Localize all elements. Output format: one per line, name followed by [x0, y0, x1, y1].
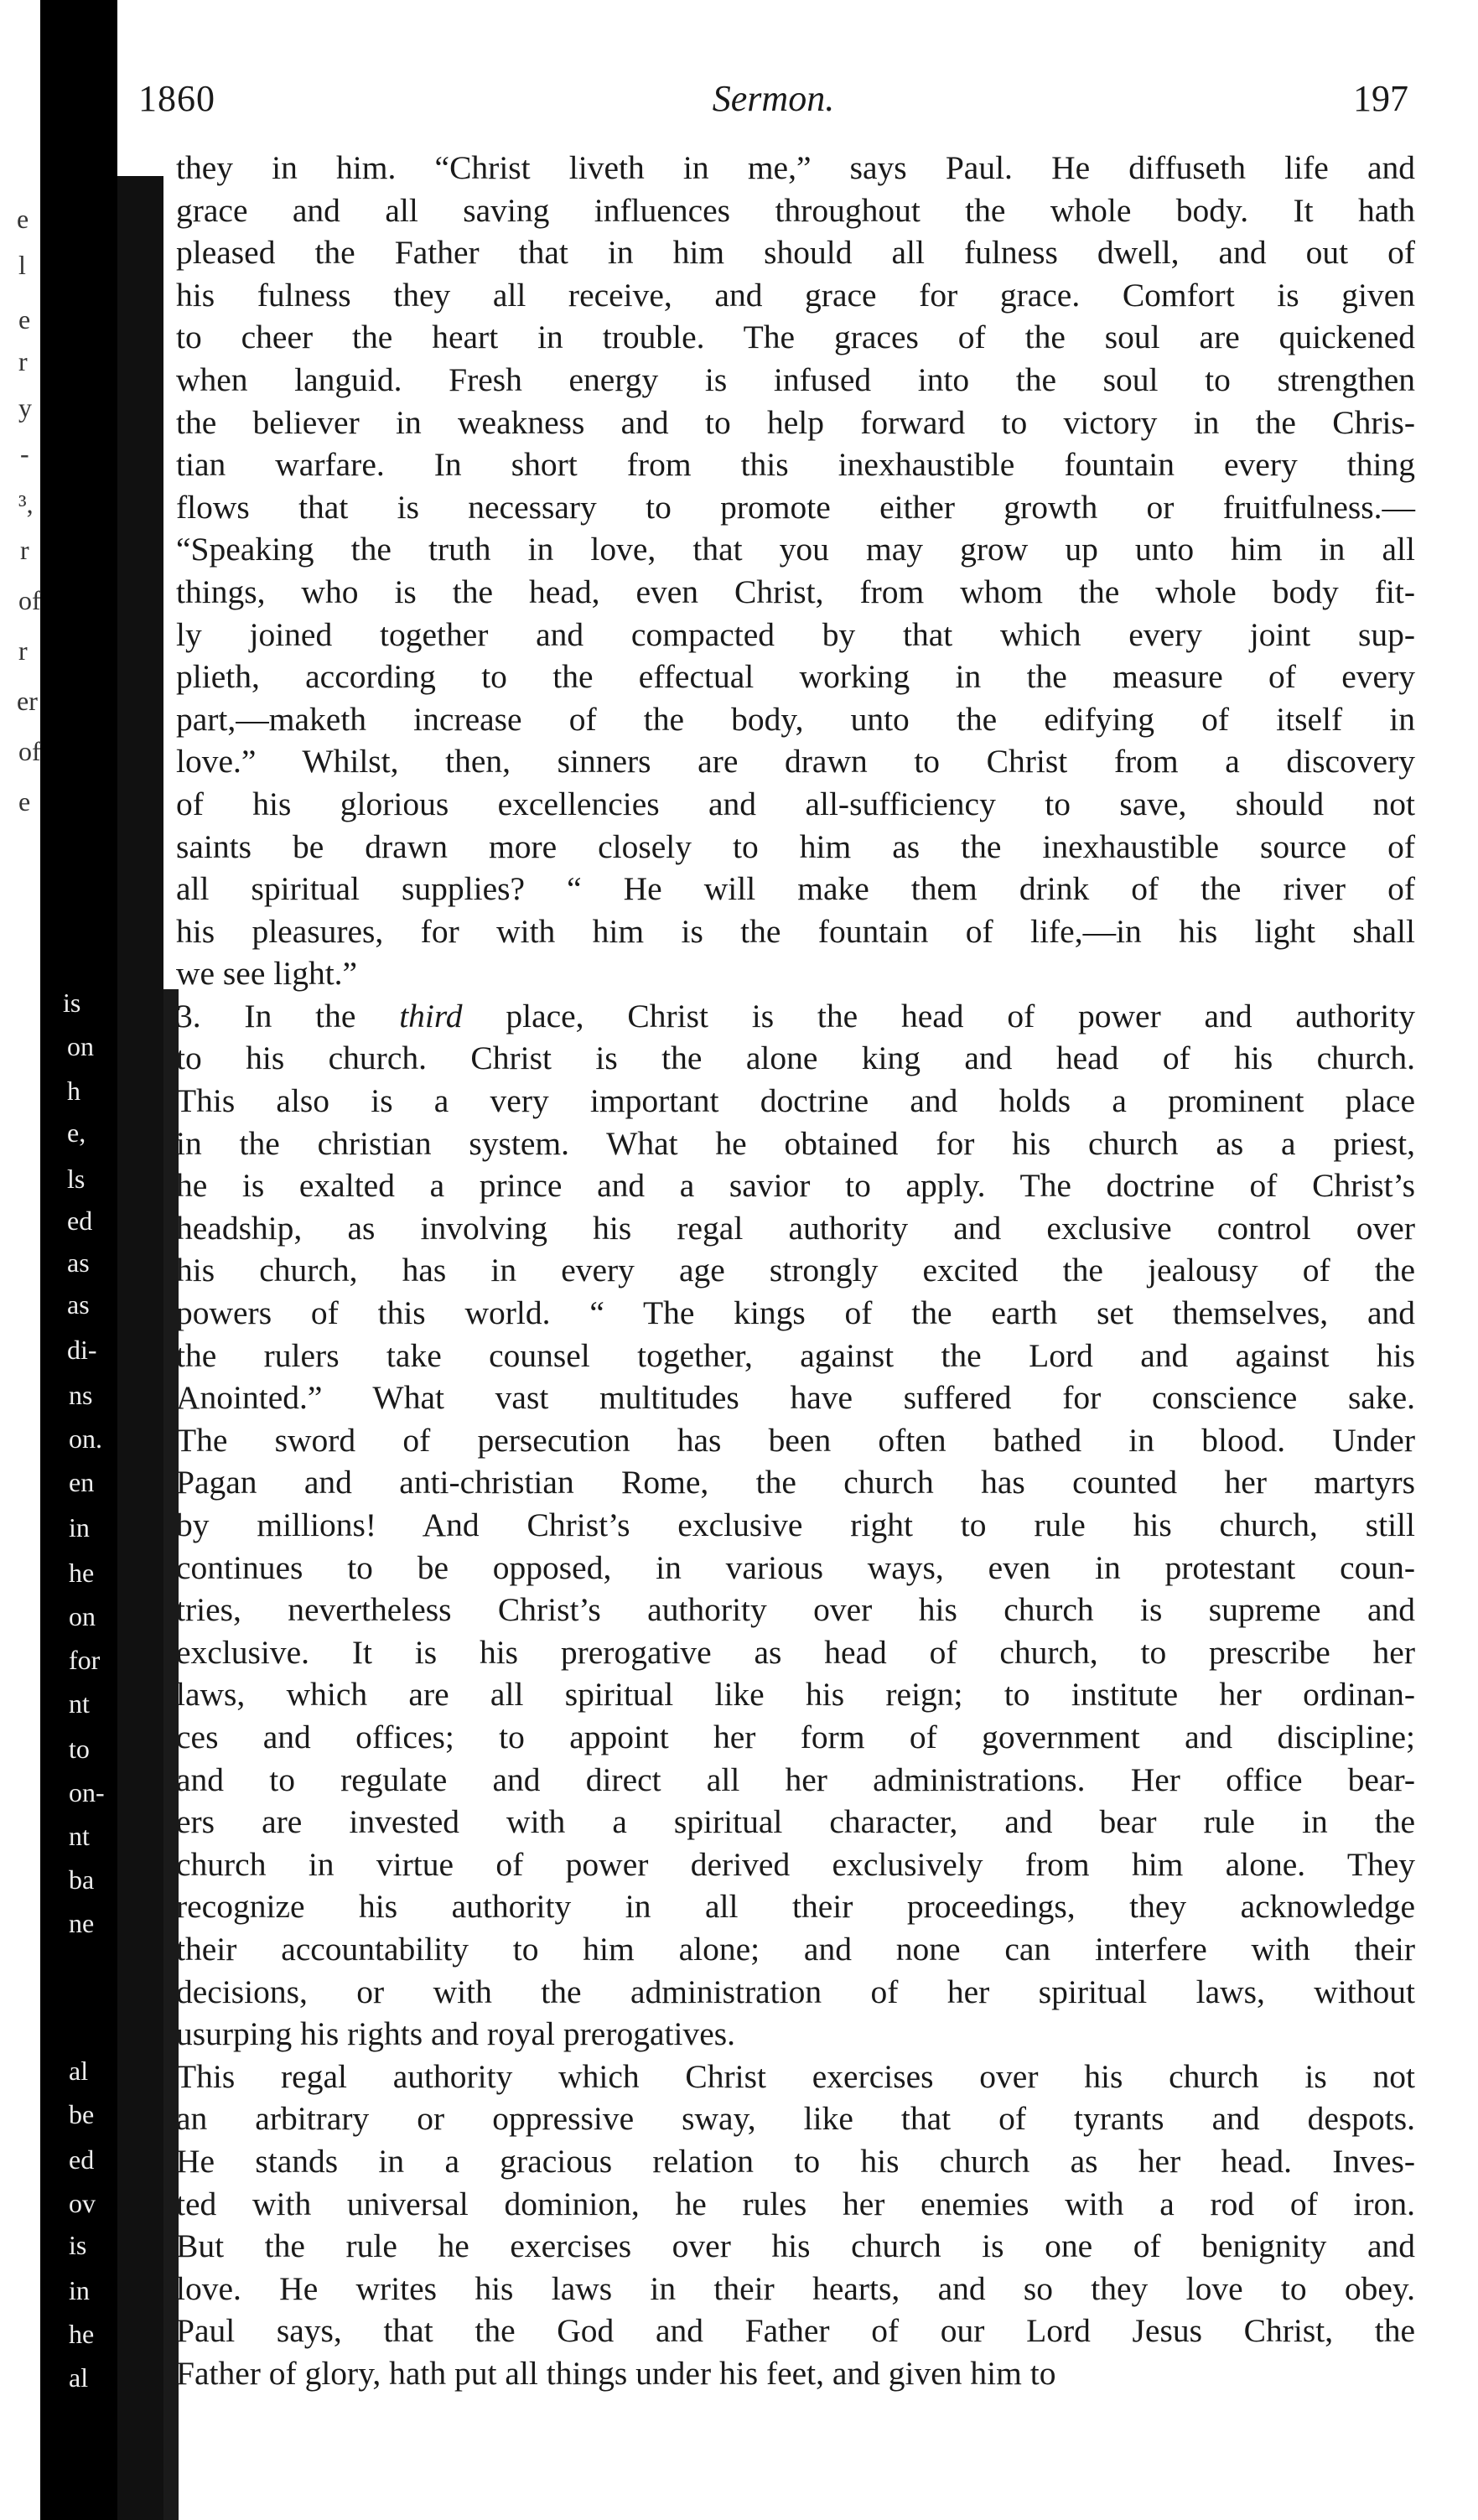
text-line: ers are invested with a spiritual character, and bear rule in the [176, 1803, 1415, 1841]
text-line: saints be drawn more closely to him as the inexhaustible source of [176, 827, 1415, 865]
header-title: Sermon. [712, 78, 835, 119]
header-year: 1860 [138, 78, 215, 119]
text-line: headship, as involving his regal authority and exclusive control over [176, 1209, 1415, 1247]
bleed-fragment: of [18, 585, 41, 615]
text-line: This also is a very important doctrine and holds a prominent place [176, 1082, 1415, 1120]
text-line: grace and all saving influences throughout the whole body. It hath [176, 191, 1415, 229]
text-line: we see light.” [176, 955, 358, 993]
text-line: Paul says, that the God and Father of our Lord Jesus Christ, the [176, 2312, 1415, 2350]
text-line: continues to be opposed, in various ways, even in protestant coun- [176, 1548, 1415, 1586]
bleed-fragment: is [63, 988, 81, 1018]
bleed-fragment: as [67, 1247, 90, 1278]
bleed-fragment: h [67, 1076, 80, 1106]
text-line: he is exalted a prince and a savior to apply. The doctrine of Christ’s [176, 1167, 1415, 1205]
binding-shadow-inner [117, 176, 163, 2520]
bleed-fragment: as [67, 1289, 90, 1320]
text-line: his church, has in every age strongly excited the jealousy of the [176, 1252, 1415, 1289]
text-line: This regal authority which Christ exercises over his church is not [176, 2057, 1415, 2095]
bleed-fragment: y [18, 392, 32, 423]
bleed-fragment: di- [67, 1335, 97, 1365]
bleed-fragment: he [69, 1558, 95, 1588]
text-line: his pleasures, for with him is the fountain of life,—in his light shall [176, 912, 1415, 950]
bleed-fragment: nt [69, 1821, 90, 1851]
text-line: laws, which are all spiritual like his reign; to institute her ordinan- [176, 1676, 1415, 1714]
text-line: an arbitrary or oppressive sway, like that of tyrants and despots. [176, 2100, 1415, 2138]
bleed-fragment: e [17, 204, 29, 234]
text-line: plieth, according to the effectual working in the measure of every [176, 658, 1415, 696]
text-line: exclusive. It is his prerogative as head of church, to prescribe her [176, 1633, 1415, 1671]
text-line: by millions! And Christ’s exclusive right to rule his church, still [176, 1506, 1415, 1543]
text-line: flows that is necessary to promote either growth or fruitfulness.— [176, 488, 1415, 526]
text-line: Anointed.” What vast multitudes have suffered for conscience sake. [176, 1379, 1415, 1417]
bleed-fragment: er [17, 686, 38, 716]
bleed-fragment: ba [69, 1864, 95, 1895]
text-line: decisions, or with the administration of her spiritual laws, without [176, 1973, 1415, 2010]
bleed-fragment: al [69, 2362, 89, 2393]
bleed-fragment: in [69, 1512, 90, 1543]
bleed-fragment: on [69, 1601, 96, 1631]
text-line: recognize his authority in all their proceedings, they acknowledge [176, 1888, 1415, 1926]
text-line: ces and offices; to appoint her form of government and discipline; [176, 1718, 1415, 1755]
bleed-fragment: - [20, 438, 29, 469]
text-line: all spiritual supplies? “ He will make them drink of the river of [176, 870, 1415, 908]
bleed-fragment: he [69, 2319, 95, 2349]
bleed-fragment: ns [69, 1380, 93, 1410]
text-line: and to regulate and direct all her administrations. Her office bear- [176, 1760, 1415, 1798]
bleed-fragment: r [18, 635, 28, 666]
text-line: to his church. Christ is the alone king and head of his church. [176, 1040, 1415, 1077]
text-line: the rulers take counsel together, against the Lord and against his [176, 1336, 1415, 1374]
text-line: his fulness they all receive, and grace for grace. Comfort is given [176, 276, 1415, 314]
text-line: love. He writes his laws in their hearts, and so they love to obey. [176, 2269, 1415, 2307]
text-line: tian warfare. In short from this inexhaustible fountain every thing [176, 446, 1415, 484]
bleed-fragment: ³, [18, 489, 34, 519]
bleed-fragment: on- [69, 1777, 105, 1807]
bleed-fragment: e, [67, 1117, 86, 1148]
text-line: ly joined together and compacted by that which every joint sup- [176, 615, 1415, 653]
text-line: Father of glory, hath put all things under his feet, and given him to [176, 2354, 1056, 2392]
bleed-fragment: r [18, 346, 28, 376]
bleed-fragment: ne [69, 1908, 95, 1938]
text-line: 3. In the third place, Christ is the head of power and authority [176, 997, 1415, 1034]
text-line: the believer in weakness and to help forward to victory in the Chris- [176, 403, 1415, 441]
bleed-fragment: al [69, 2056, 89, 2086]
bleed-fragment: nt [69, 1688, 90, 1719]
bleed-fragment: ov [69, 2188, 96, 2218]
bleed-fragment: en [69, 1467, 95, 1497]
text-line: when languid. Fresh energy is infused into the soul to strengthen [176, 360, 1415, 398]
bleed-fragment: r [20, 535, 29, 565]
bleed-fragment: be [69, 2099, 95, 2129]
bleed-fragment: l [18, 250, 26, 280]
text-line: part,—maketh increase of the body, unto the edifying of itself in [176, 700, 1415, 738]
text-line: But the rule he exercises over his church is one of benignity and [176, 2227, 1415, 2265]
text-line: ted with universal dominion, he rules her enemies with a rod of iron. [176, 2185, 1415, 2222]
text-line: usurping his rights and royal prerogatives. [176, 2015, 735, 2053]
bleed-fragment: ls [67, 1164, 86, 1194]
bleed-fragment: on. [69, 1423, 102, 1454]
bleed-fragment: for [69, 1645, 101, 1675]
running-header [138, 77, 1408, 124]
bleed-fragment: e [18, 786, 31, 817]
text-line: pleased the Father that in him should all fulness dwell, and out of [176, 234, 1415, 272]
text-line: they in him. “Christ liveth in me,” says Paul. He diffuseth life and [176, 149, 1415, 186]
text-line: powers of this world. “ The kings of the earth set themselves, and [176, 1294, 1415, 1332]
left-margin [0, 0, 126, 2520]
bleed-fragment: e [18, 304, 31, 334]
bleed-fragment: ed [67, 1206, 93, 1236]
page-number: 197 [1353, 78, 1408, 119]
text-line: things, who is the head, even Christ, from whom the whole body fit- [176, 573, 1415, 610]
text-line: tries, nevertheless Christ’s authority over his church is supreme and [176, 1591, 1415, 1629]
text-line: their accountability to him alone; and none can interfere with their [176, 1930, 1415, 1968]
text-line: in the christian system. What he obtained for his church as a priest, [176, 1124, 1415, 1162]
text-line: of his glorious excellencies and all-sufficiency to save, should not [176, 785, 1415, 822]
text-line: Pagan and anti-christian Rome, the church has counted her martyrs [176, 1464, 1415, 1501]
text-line: love.” Whilst, then, sinners are drawn to Christ from a discovery [176, 743, 1415, 780]
sermon-body [176, 147, 1415, 2394]
bleed-fragment: on [67, 1031, 94, 1061]
text-line: The sword of persecution has been often bathed in blood. Under [176, 1421, 1415, 1459]
text-line: to cheer the heart in trouble. The graces of the soul are quickened [176, 319, 1415, 356]
text-line: church in virtue of power derived exclusively from him alone. They [176, 1845, 1415, 1883]
bleed-fragment: of [18, 736, 41, 766]
bleed-fragment: in [69, 2275, 90, 2305]
bleed-fragment: ed [69, 2144, 95, 2175]
bleed-fragment: to [69, 1734, 90, 1764]
text-line: He stands in a gracious relation to his church as her head. Inves- [176, 2142, 1415, 2180]
text-line: “Speaking the truth in love, that you may grow up unto him in all [176, 531, 1415, 568]
bleed-fragment: is [69, 2230, 87, 2260]
